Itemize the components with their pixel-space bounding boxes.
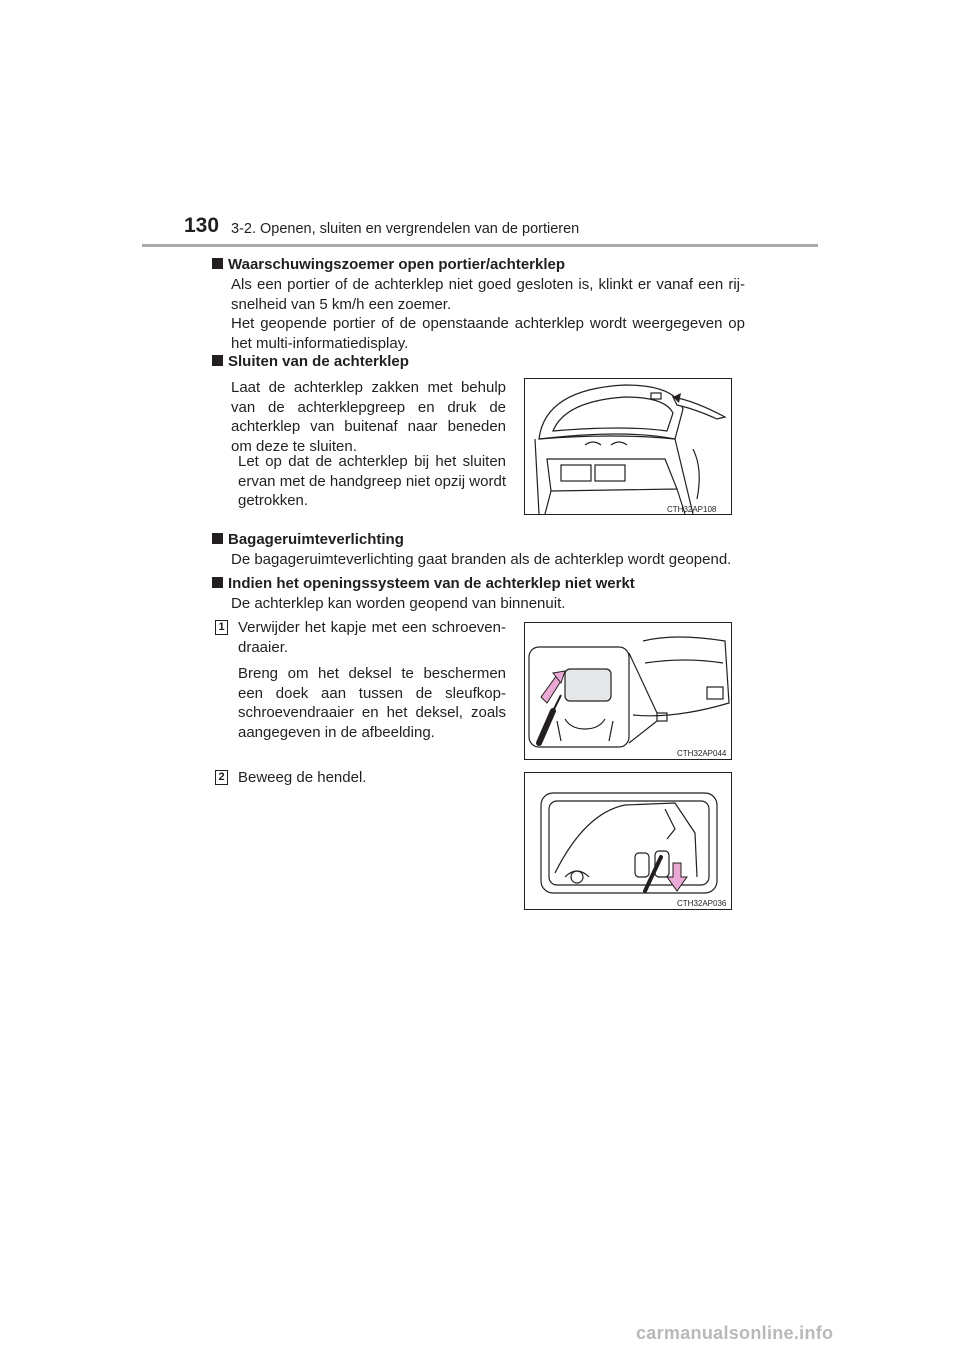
paragraph-zoemer-1: Als een portier of de achterklep niet goed gesloten is, klinkt er vanaf een rij-snelheid van 5 km/h een zoemer. <box>231 276 745 313</box>
step-1-text: Verwijder het kapje met een schroeven-draaier. <box>238 619 506 656</box>
figure-remove-cap <box>524 622 732 760</box>
heading-text: Sluiten van de achterklep <box>228 353 409 370</box>
paragraph-zoemer-2: Het geopende portier of de openstaande achterklep wordt weergegeven op het multi-informatiedisplay. <box>231 315 745 352</box>
square-bullet-icon <box>212 258 223 269</box>
heading-sluiten <box>212 352 409 371</box>
heading-text: Waarschuwingszoemer open portier/achterklep <box>228 256 566 273</box>
heading-openingssysteem <box>212 574 635 593</box>
figure-code: CTH32AP044 <box>677 749 727 758</box>
step-1-note: Breng om het deksel te beschermen een doek aan tussen de sleufkop-schroevendraaier en het deksel, zoals aangegeven in de afbeelding. <box>238 665 506 741</box>
figure-move-lever <box>524 772 732 910</box>
tailgate-illustration <box>525 379 731 514</box>
remove-cap-illustration <box>525 623 731 759</box>
figure-code: CTH32AP108 <box>667 505 717 514</box>
step-2-text: Beweeg de hendel. <box>238 769 367 786</box>
square-bullet-icon <box>212 533 223 544</box>
square-bullet-icon <box>212 577 223 588</box>
section-title: 3-2. Openen, sluiten en vergrendelen van de portieren <box>231 221 580 237</box>
heading-text: Bagageruimteverlichting <box>228 531 404 548</box>
watermark: carmanualsonline.info <box>636 1323 834 1343</box>
step-number-1: 1 <box>215 620 228 635</box>
figure-tailgate-closing <box>524 378 732 515</box>
paragraph-sluiten-1: Laat de achterklep zakken met behulp van de achterklepgreep en druk de achterklep van buitenaf naar beneden om deze te sluiten. <box>231 379 506 455</box>
page-number: 130 <box>184 214 220 237</box>
heading-zoemer <box>212 255 565 274</box>
paragraph-sluiten-2: Let op dat de achterklep bij het sluiten ervan met de handgreep niet opzij wordt getrokken. <box>238 453 506 510</box>
step-number-2: 2 <box>215 770 228 785</box>
paragraph-bagageruimte: De bagageruimteverlichting gaat branden als de achterklep wordt geopend. <box>231 551 732 568</box>
move-lever-illustration <box>525 773 731 909</box>
square-bullet-icon <box>212 355 223 366</box>
heading-bagageruimte <box>212 530 404 549</box>
heading-text: Indien het openingssysteem van de achterklep niet werkt <box>228 575 635 592</box>
paragraph-openingssysteem: De achterklep kan worden geopend van binnenuit. <box>231 595 566 612</box>
figure-code: CTH32AP036 <box>677 899 727 908</box>
header-rule <box>142 244 818 247</box>
